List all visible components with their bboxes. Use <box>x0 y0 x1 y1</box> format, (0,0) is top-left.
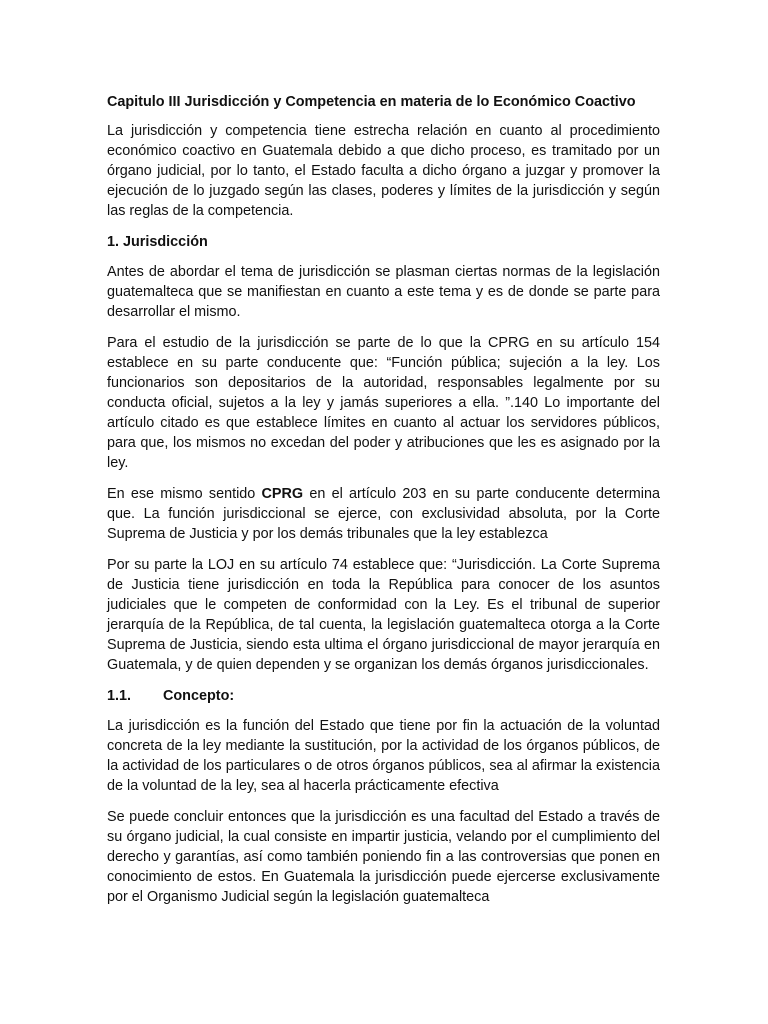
paragraph-text: En ese mismo sentido <box>107 486 262 502</box>
subsection-number: 1.1. <box>107 688 132 704</box>
bold-term-cprg: CPRG <box>261 486 304 502</box>
section1-paragraph-4: Por su parte la LOJ en su artículo 74 establece que: “Jurisdicción. La Corte Suprema de Justicia tiene jurisdicción en toda la República para conocer de los asuntos judiciales que le competen de conformidad con la Ley. Es el tribunal de superior jerarquía de la República, de tal cuenta, la legislación guatemalteca otorga a la Corte Suprema de Justicia, siendo esta ultima el órgano jurisdiccional de mayor jerarquía en Guatemala, y de quien dependen y se organizan los demás órganos jurisdiccionales. <box>107 557 660 673</box>
subsection-label: Concepto: <box>163 688 235 704</box>
section1-paragraph-1: Antes de abordar el tema de jurisdicción se plasman ciertas normas de la legislación guatemalteca que se manifiestan en cuanto a este tema y es de donde se parte para desarrollar el mismo. <box>107 264 660 320</box>
intro-paragraph: La jurisdicción y competencia tiene estrecha relación en cuanto al procedimiento económico coactivo en Guatemala debido a que dicho proceso, es tramitado por un órgano judicial, por lo tanto, el Estado faculta a dicho órgano a juzgar y promover la ejecución de lo juzgado según las clases, poderes y límites de la jurisdicción y según las reglas de la competencia. <box>107 123 660 219</box>
section1-paragraph-2: Para el estudio de la jurisdicción se parte de lo que la CPRG en su artículo 154 establece en su parte conducente que: “Función pública; sujeción a la ley. Los funcionarios son depositarios de la autoridad, responsables legalmente por su conducta oficial, sujetos a la ley y jamás superiores a ella. ”.140 Lo importante del artículo citado es que establece límites en cuanto al actuar los servidores públicos, para que, los mismos no excedan del poder y atribuciones que les es asignado por la ley. <box>107 335 660 471</box>
section1-paragraph-3 <box>107 484 660 544</box>
chapter-title: Capitulo III Jurisdicción y Competencia en materia de lo Económico Coactivo <box>107 94 636 110</box>
paragraph-text: en el artículo 203 en su parte conducente determina que. La función jurisdiccional se ejerce, con exclusividad absoluta, por la Corte Suprema de Justicia y por los demás tribunales que la ley establezca <box>107 486 660 542</box>
concepto-paragraph-2: Se puede concluir entonces que la jurisdicción es una facultad del Estado a través de su órgano judicial, la cual consiste en impartir justicia, velando por el cumplimiento del derecho y garantías, así como también poniendo fin a las controversias que ponen en conocimiento de estos. En Guatemala la jurisdicción puede ejercerse exclusivamente por el Organismo Judicial según la legislación guatemalteca <box>107 809 660 905</box>
subsection-heading-concepto <box>107 686 660 706</box>
section-heading-jurisdiccion: 1. Jurisdicción <box>107 234 208 250</box>
document-page <box>107 92 660 918</box>
concepto-paragraph-1: La jurisdicción es la función del Estado que tiene por fin la actuación de la voluntad concreta de la ley mediante la sustitución, por la actividad de los órganos públicos, de la actividad de los particulares o de otros órganos públicos, sea al afirmar la existencia de la voluntad de la ley, sea al hacerla prácticamente efectiva <box>107 718 660 794</box>
